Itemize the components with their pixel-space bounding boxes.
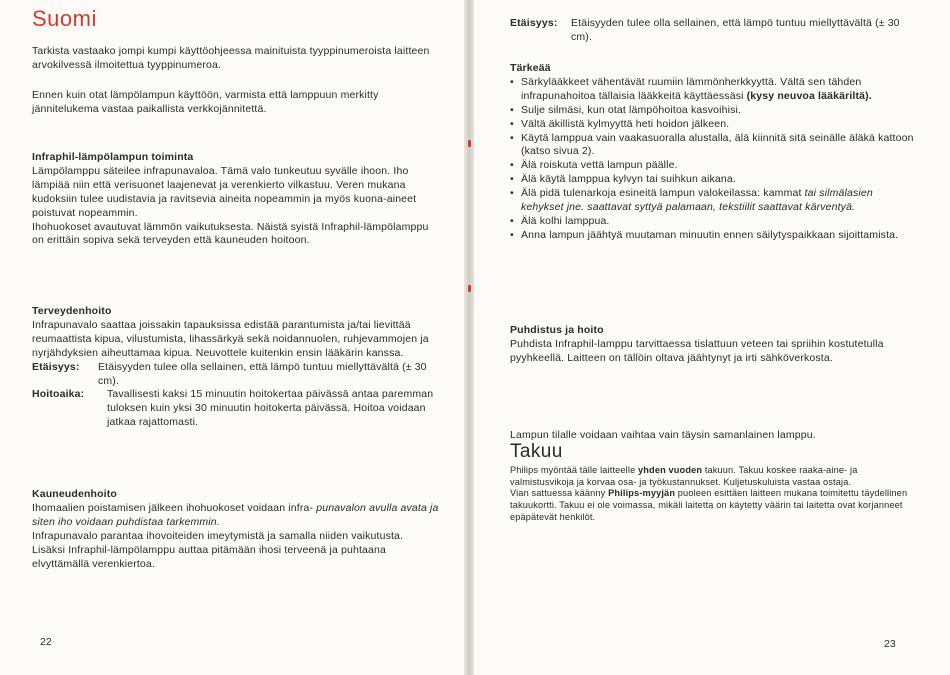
important-item-text: Älä roiskuta vettä lampun päälle. (521, 159, 678, 172)
warranty-title: Takuu (510, 441, 563, 462)
replace-text: Lampun tilalle voidaan vaihtaa vain täysin samanlainen lamppu. (510, 429, 816, 441)
important-item: • Vältä äkillistä kylmyyttä heti hoidon jälkeen. (510, 117, 730, 130)
spine-mark (468, 285, 471, 292)
important-item: • Anna lampun jäähtyä muutaman minuutin ennen säilytyspaikkaan sijoittamista. (510, 228, 899, 241)
duration-label: Hoitoaika: (32, 388, 85, 401)
page-title: Suomi (32, 6, 97, 31)
warranty-paragraph-1 (510, 465, 918, 488)
health-paragraph: Infrapunavalo saattaa joissakin tapauksissa edistää parantumista ja/tai lievittää reumaattista kipua, vilustumista, lihassärkyä sekä noidannuolen, ruhjevammojen ja nyrjähdyksien aiheuttamaa kipua. Neuvottele kuitenkin ensin lääkärin kanssa. (32, 318, 429, 359)
important-item: • Sulje silmäsi, kun otat lämpöhoitoa kasvoihisi. (510, 103, 742, 116)
distance-text: Etäisyyden tulee olla sellainen, että lämpö tuntuu miellyttävältä (± 30 cm). (98, 360, 427, 387)
cleaning-text: Puhdista Infraphil-lamppu tarvittaessa tislattuun veteen tai spriihin kostutetulla pyyhkeellä. Laitteen on tällöin oltava jäähtynyt ja irti sähköverkosta. (510, 337, 884, 364)
important-heading: Tärkeää (510, 62, 551, 74)
replace-paragraph (510, 429, 918, 443)
warranty-text: puoleen esittäen laitteen mukana toimitettu täydellinen takuukortti. Takuu ei ole voimassa, mikäli laitetta on käytetty väärin tai laitetta ovat korjanneet epäpätevät henkilöt. (510, 488, 908, 522)
important-item-text: Älä kolhi lamppua. (521, 214, 610, 227)
important-item-bold: (kysy neuvoa lääkäriltä). (746, 89, 872, 102)
important-section (510, 62, 918, 243)
distance-term-row (510, 17, 918, 45)
before-use-text: Ennen kuin otat lämpölampun käyttöön, varmista että lamppuun merkitty jännitelukema vastaa paikallista verkkojännitettä. (32, 89, 379, 115)
important-item-text: Särkylääkkeet vähentävät ruumiin lämmönherkkyyttä. Vältä sen tähden infrapunahoitoa tällaisia lääkkeitä käyttäessäsi (521, 75, 862, 102)
important-item: • Älä kolhi lamppua. (510, 214, 610, 227)
distance-row (32, 361, 440, 389)
warranty-text: Vian sattuessa käänny (510, 488, 606, 499)
distance-label-right: Etäisyys: (510, 17, 558, 29)
before-use-paragraph (32, 89, 440, 117)
beauty-paragraph-3: Lisäksi Infraphil-lämpölamppu auttaa pitämään ihosi terveenä ja puhtaana elvyttämällä verenkiertoa. (32, 543, 387, 570)
important-item: • Älä pidä tulenarkoja esineitä lampun valokeilassa: kammat tai silmälasien kehykset jne. saattavat syttyä palamaan, tekstiilit saattavat kärventyä. (510, 187, 873, 214)
beauty-paragraph-2: Infrapunavalo parantaa ihovoiteiden imeytymistä ja samalla niiden vaikutusta. (32, 529, 404, 542)
beauty-heading: Kauneudenhoito (32, 488, 117, 500)
important-item-italic: tai silmälasien kehykset jne. saattavat syttyä palamaan, tekstiilit saattavat kärventyä. (521, 187, 873, 214)
health-section (32, 305, 440, 430)
beauty-section (32, 488, 440, 571)
operation-section (32, 151, 440, 248)
important-item-text: Anna lampun jäähtyä muutaman minuutin ennen säilytyspaikkaan sijoittamista. (521, 228, 899, 241)
cleaning-section (510, 324, 918, 366)
important-item: • Käytä lamppua vain vaakasuoralla alustalla, älä kiinnitä sitä seinälle äläkä kattoon (katso sivua 2). (510, 131, 914, 158)
right-page (474, 0, 950, 675)
important-item-text: Älä käytä lamppua kylvyn tai suihkun aikana. (521, 173, 736, 186)
important-item-text: Älä pidä tulenarkoja esineitä lampun valokeilassa: kammat (521, 187, 802, 200)
distance-row-right (510, 17, 918, 45)
distance-text-right: Etäisyyden tulee olla sellainen, että lämpö tuntuu miellyttävältä (± 30 cm). (571, 17, 900, 43)
warranty-section (510, 465, 918, 524)
important-item-text: Sulje silmäsi, kun otat lämpöhoitoa kasvoihisi. (521, 103, 742, 116)
warranty-text: takuun. Takuu koskee raaka-aine- ja valmistusvikoja ja korvaa osa- ja työkustannukset. Kuljetuskuluista vastaa ostaja. (510, 465, 858, 487)
warranty-bold: yhden vuoden (638, 465, 703, 475)
beauty-paragraph-1 (32, 502, 440, 530)
spine-mark (468, 140, 471, 147)
duration-text: Tavallisesti kaksi 15 minuutin hoitokertaa päivässä antaa paremman tuloksen kuin yksi 30 minuutin hoitokerta päivässä. Hoitoa voidaan jatkaa rajattomasti. (107, 388, 434, 429)
operation-heading: Infraphil-lämpölampun toiminta (32, 151, 194, 163)
warranty-paragraph-2 (510, 488, 918, 523)
warranty-bold: Philips-myyjän (608, 488, 676, 499)
distance-label: Etäisyys: (32, 360, 80, 373)
intro-text: Tarkista vastaako jompi kumpi käyttöohjeessa mainituista tyyppinumeroista laitteen arvokilvessä ilmoitettua tyyppinumeroa. (32, 45, 430, 71)
operation-paragraph-2: Ihohuokoset avautuvat lämmön vaikutuksesta. Näistä syistä Infraphil-lämpölamppu on erittäin sopiva sekä terveyden että kauneuden hoitoon. (32, 220, 429, 247)
health-heading: Terveydenhoito (32, 305, 112, 317)
page-number-left: 22 (40, 636, 52, 648)
important-item: • Särkylääkkeet vähentävät ruumiin lämmönherkkyyttä. Vältä sen tähden infrapunahoitoa tällaisia lääkkeitä käyttäessäsi (kysy neuvoa lääkäriltä). (510, 75, 872, 102)
important-item: • Älä käytä lamppua kylvyn tai suihkun aikana. (510, 173, 736, 186)
important-item: • Älä roiskuta vettä lampun päälle. (510, 159, 678, 172)
beauty-paragraph-1-start: Ihomaalien poistamisen jälkeen ihohuokoset voidaan infra- (32, 501, 314, 514)
beauty-paragraph-1-end: punavalon avulla avata ja siten iho voidaan puhdistaa tarkemmin. (32, 501, 439, 528)
left-page (0, 0, 466, 675)
intro-paragraph (32, 45, 440, 73)
important-item-text: Käytä lamppua vain vaakasuoralla alustalla, älä kiinnitä sitä seinälle äläkä kattoon (katso sivua 2). (521, 131, 914, 158)
important-item-text: Vältä äkillistä kylmyyttä heti hoidon jälkeen. (521, 117, 730, 130)
page-number-right: 23 (884, 638, 896, 650)
cleaning-heading: Puhdistus ja hoito (510, 324, 604, 336)
warranty-text: Philips myöntää tälle laitteelle (510, 465, 636, 475)
duration-row (32, 388, 440, 430)
operation-paragraph-1: Lämpölamppu säteilee infrapunavaloa. Tämä valo tunkeutuu syvälle ihoon. Iho lämpiää niin että verisuonet laajenevat ja verenkierto vilkastuu. Veren mukana kudoksiin tulee uudistavia ja ravitsevia aineita nopeammin ja myös kuona-aineet poistuvat nopeammin. (32, 164, 417, 219)
